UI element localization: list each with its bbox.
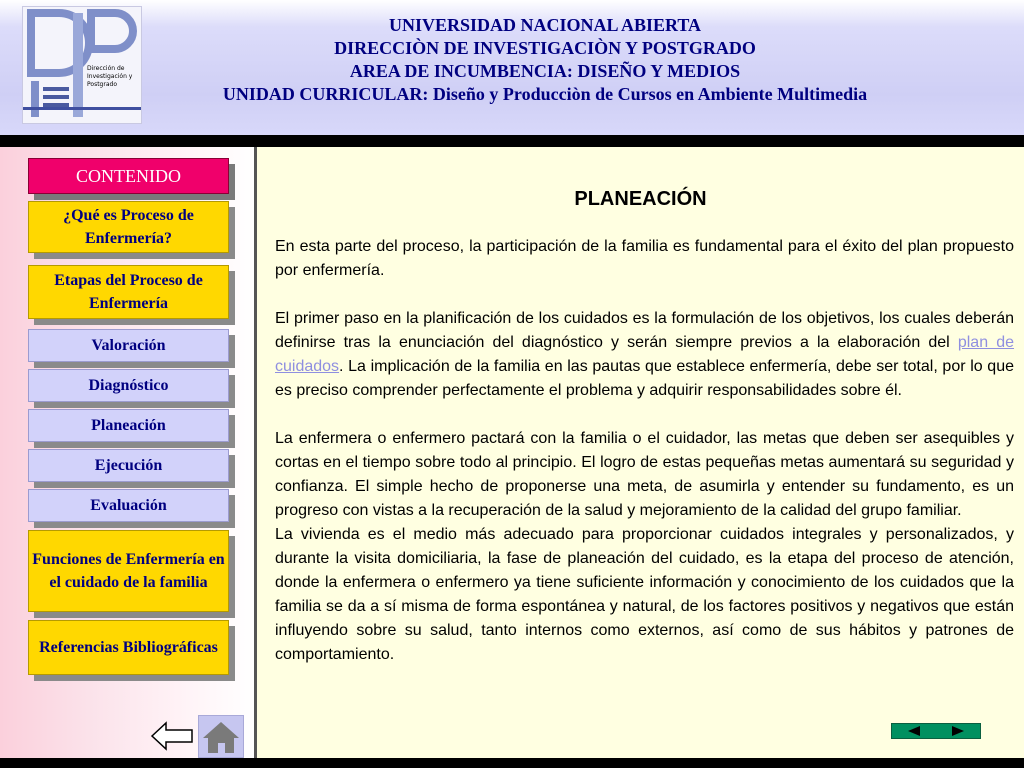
header-line-area: AREA DE INCUMBENCIA: DISEÑO Y MEDIOS	[349, 61, 741, 81]
prev-page-button[interactable]	[892, 724, 936, 738]
top-divider	[0, 135, 1024, 147]
logo-text-1: Dirección de	[87, 65, 125, 72]
header-line-university: UNIVERSIDAD NACIONAL ABIERTA	[388, 15, 702, 35]
menu-header: CONTENIDO	[28, 158, 229, 194]
bottom-divider	[0, 758, 1024, 768]
menu-item-referencias[interactable]: Referencias Bibliográficas	[28, 620, 229, 675]
next-page-button[interactable]	[936, 724, 980, 738]
paragraph-2-end: . La implicación de la familia en las pautas que establece enfermería, debe ser total, por lo que es preciso comprender perfectamente el problema y adquirir responsabilidades sobre él.	[275, 358, 1014, 399]
menu-item-planeacion[interactable]: Planeación	[28, 409, 229, 442]
header-titles	[150, 14, 940, 106]
paragraph-4: La vivienda es el medio más adecuado para proporcionar cuidados integrales y personalizados, y durante la visita domiciliaria, la fase de planeación del cuidado, es la etapa del proceso de atención, donde la enfermera o enfermero ya tiene suficiente información y conocimiento de los cuidados que la familia se da a sí misma de forma espontánea y natural, de los factores positivos y negativos que están influyendo sobre su salud, tanto internos como externos, así como de sus hábitos y patrones de comportamiento.	[275, 526, 1014, 663]
menu-item-etapas-proceso[interactable]: Etapas del Proceso de Enfermería	[28, 265, 229, 319]
home-button[interactable]	[198, 715, 244, 758]
menu-item-ejecucion[interactable]: Ejecución	[28, 449, 229, 482]
page-title: PLANEACIÓN	[574, 188, 707, 210]
content-body	[275, 235, 1014, 667]
home-icon	[199, 716, 243, 757]
menu-item-que-es-proceso[interactable]: ¿Qué es Proceso de Enfermería?	[28, 201, 229, 253]
menu-item-valoracion[interactable]: Valoración	[28, 329, 229, 362]
triangle-right-icon	[951, 726, 965, 736]
menu-item-funciones-enfermeria[interactable]: Funciones de Enfermería en el cuidado de la familia	[28, 530, 229, 612]
paragraph-2	[275, 307, 1014, 403]
dip-logo	[22, 6, 142, 124]
menu-item-evaluacion[interactable]: Evaluación	[28, 489, 229, 522]
paragraph-1: En esta parte del proceso, la participación de la familia es fundamental para el éxito del plan propuesto por enfermería.	[275, 238, 1014, 279]
paragraph-3: La enfermera o enfermero pactará con la familia o el cuidador, las metas que deben ser asequibles y cortas en el tiempo sobre todo al principio. El logro de estas pequeñas metas aumentará su seguridad y confianza. El simple hecho de proponerse una meta, de asumirla y entender su fundamento, es un progreso con vistas a la recuperación de la salud y mejoramiento de la calidad del grupo familiar.	[275, 430, 1014, 519]
logo-text-3: Postgrado	[87, 81, 117, 88]
pager-controls	[891, 723, 981, 739]
plan-de-cuidados-link[interactable]: plan de cuidados	[275, 334, 1015, 375]
header-line-direction: DIRECCIÒN DE INVESTIGACIÒN Y POSTGRADO	[334, 38, 756, 58]
paragraph-2-start: El primer paso en la planificación de los cuidados es la formulación de los objetivos, los cuales deberán definirse tras la enunciación del diagnóstico y serán siempre previos a la elaboración del	[275, 310, 1014, 351]
menu-item-diagnostico[interactable]: Diagnóstico	[28, 369, 229, 402]
header-line-unit: UNIDAD CURRICULAR: Diseño y Producciòn de Cursos en Ambiente Multimedia	[222, 84, 868, 104]
triangle-left-icon	[907, 726, 921, 736]
back-arrow-icon[interactable]	[150, 720, 194, 752]
page-header	[0, 0, 1024, 135]
logo-text-2: Investigación y	[87, 73, 133, 80]
